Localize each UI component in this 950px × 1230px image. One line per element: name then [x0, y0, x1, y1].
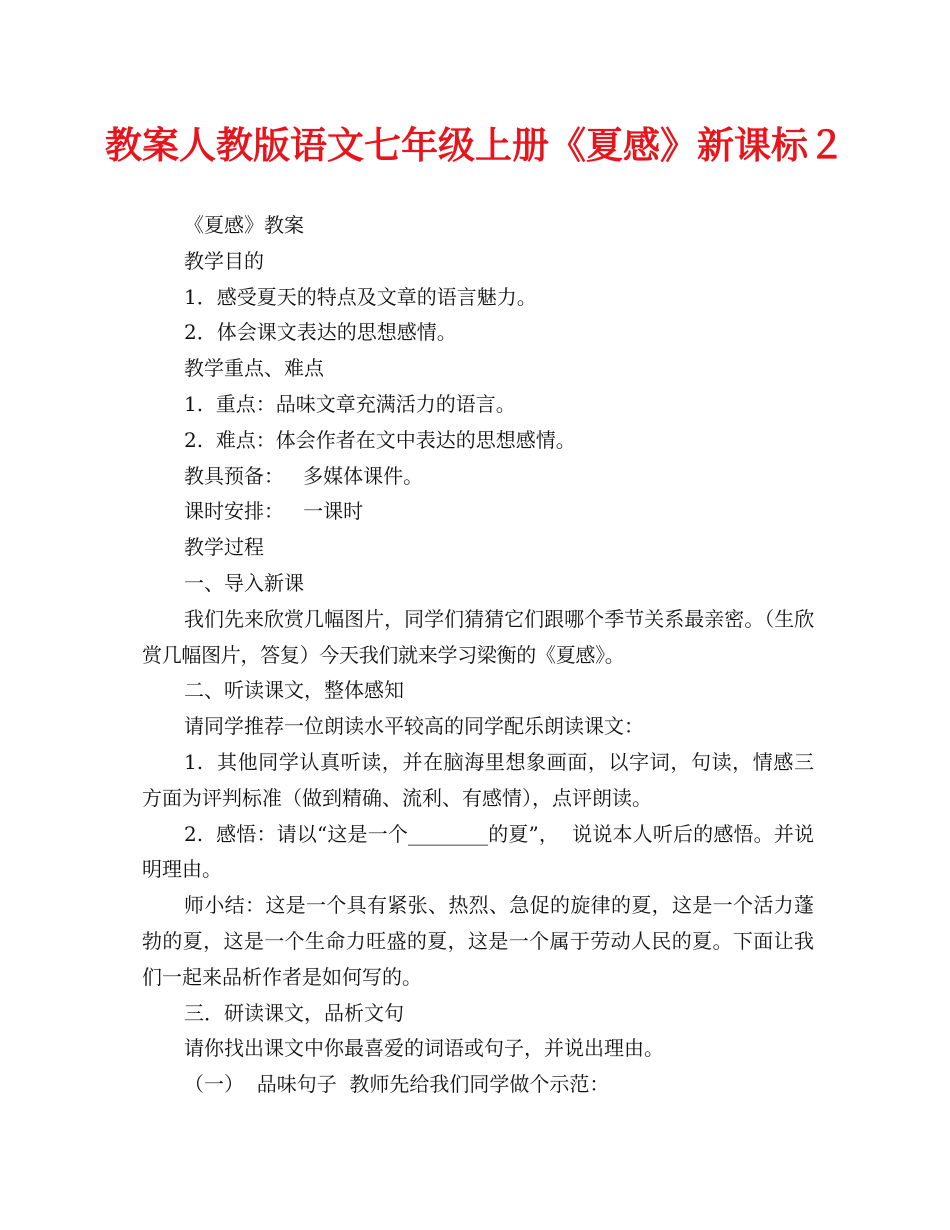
paragraph-difficult-point: 2. 难点：体会作者在文中表达的思想感情。	[184, 427, 576, 452]
document-title: 教案人教版语文七年级上册《夏感》新课标２	[105, 124, 845, 167]
paragraph-introduction: 我们先来欣赏几幅图片，同学们猜猜它们跟哪个季节关系最亲密。（生欣赏几幅图片，答复）今天我们就来学习梁衡的《夏感》。	[142, 606, 814, 667]
paragraph-listening-step-1: 1. 其他同学认真听读，并在脑海里想象画面，以字词，句读，情感三方面为评判标准（做到精确、流利、有感情），点评朗读。	[142, 749, 814, 810]
paragraph-teaching-goals-heading: 教学目的	[184, 248, 264, 273]
paragraph-class-hours: 课时安排： 一课时	[184, 499, 364, 524]
paragraph-key-points-heading: 教学重点、难点	[184, 356, 324, 381]
paragraph-section-3-heading: 三．研读课文，品析文句	[184, 1000, 404, 1025]
paragraph-section-2-heading: 二、听读课文，整体感知	[184, 678, 404, 703]
document-body	[142, 208, 814, 1103]
paragraph-teacher-summary: 师小结：这是一个具有紧张、热烈、急促的旋律的夏，这是一个活力蓬勃的夏，这是一个生命力旺盛的夏，这是一个属于劳动人民的夏。下面让我们一起来品析作者是如何写的。	[142, 893, 814, 989]
paragraph-key-point: 1. 重点：品味文章充满活力的语言。	[184, 391, 516, 416]
paragraph-sentence-appreciation: （一） 品味句子 教师先给我们同学做个示范：	[184, 1072, 610, 1097]
paragraph-section-1-heading: 一、导入新课	[184, 570, 304, 595]
paragraph-teaching-aids: 教具预备： 多媒体课件。	[184, 463, 424, 488]
paragraph-teaching-process-heading: 教学过程	[184, 535, 264, 560]
paragraph-reading-instruction: 请同学推荐一位朗读水平较高的同学配乐朗读课文：	[184, 714, 644, 739]
paragraph-goal-2: 2．体会课文表达的思想感情。	[184, 320, 457, 345]
paragraph-lesson-title: 《夏感》教案	[184, 213, 304, 237]
paragraph-find-favorite-sentence: 请你找出课文中你最喜爱的词语或句子，并说出理由。	[184, 1036, 664, 1061]
paragraph-listening-step-2: 2. 感悟：请以“这是一个________的夏”， 说说本人听后的感悟。并说明理由。	[142, 821, 814, 882]
paragraph-goal-1: 1．感受夏天的特点及文章的语言魅力。	[184, 284, 537, 309]
